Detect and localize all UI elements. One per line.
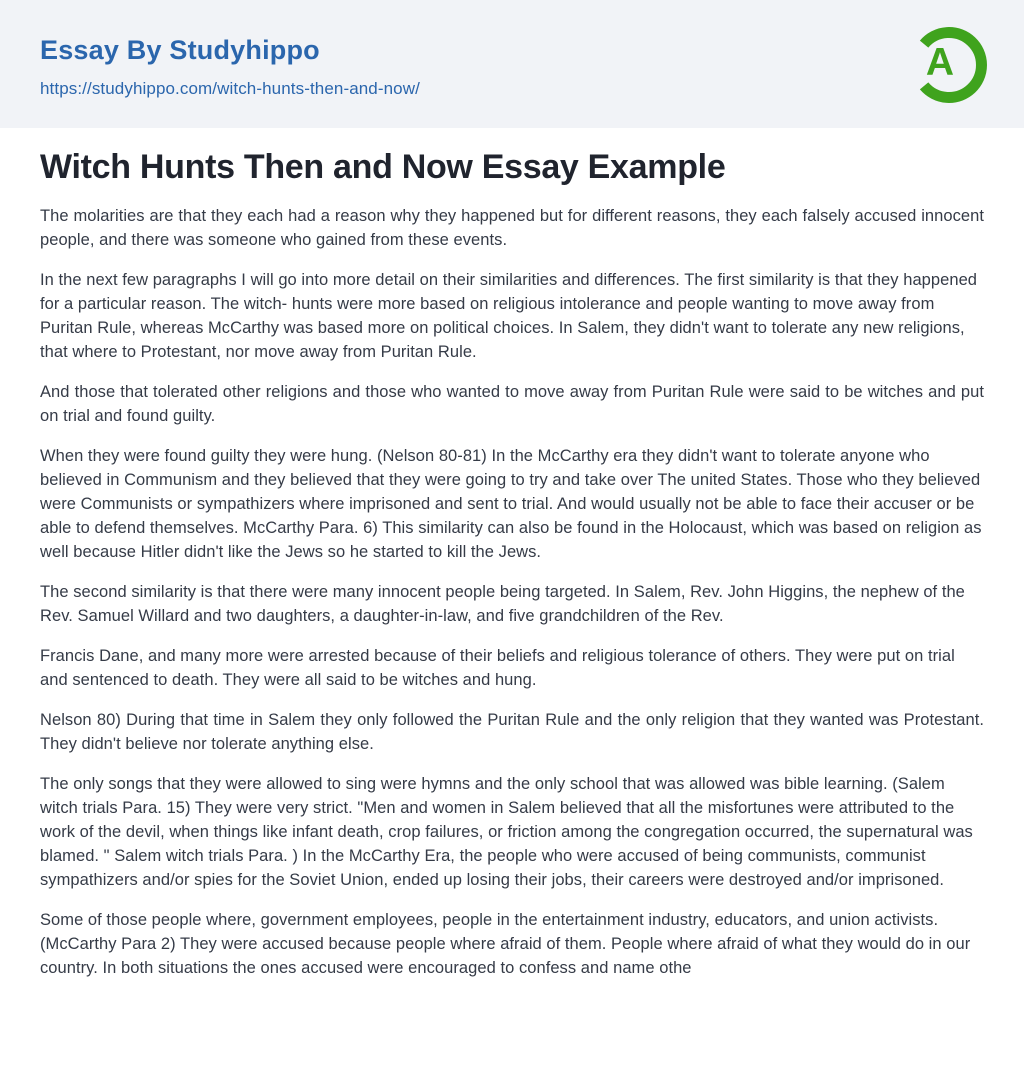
essay-paragraph: In the next few paragraphs I will go into more detail on their similarities and differences. The first similarity is that they happened for a particular reason. The witch- hunts were more based on religious intolerance and people wanting to move away from Puritan Rule, whereas McCarthy was based more on political choices. In Salem, they didn't want to tolerate any new religions, that where to Protestant, nor move away from Puritan Rule. (40, 270, 978, 361)
studyhippo-logo-icon (905, 18, 989, 112)
site-title: Essay By Studyhippo (40, 35, 320, 65)
essay-paragraph: Francis Dane, and many more were arrested because of their beliefs and religious tolerance of others. They were put on trial and sentenced to death. They were all said to be witches and hung. (40, 646, 955, 689)
essay-content (0, 128, 1024, 980)
essay-url-link[interactable]: https://studyhippo.com/witch-hunts-then-and-now/ (40, 78, 420, 98)
essay-paragraph: And those that tolerated other religions and those who wanted to move away from Puritan Rule were said to be witches and put on trial and found guilty. (40, 382, 984, 425)
essay-paragraph: Some of those people where, government employees, people in the entertainment industry, educators, and union activists. (McCarthy Para 2) They were accused because people where afraid of them. People where afraid of what they would do in our country. In both situations the ones accused were encouraged to confess and name othe (40, 910, 971, 977)
essay-paragraph: The second similarity is that there were many innocent people being targeted. In Salem, Rev. John Higgins, the nephew of the Rev. Samuel Willard and two daughters, a daughter-in-law, and five grandchildren of the Rev. (40, 582, 965, 625)
logo-letter: A (925, 41, 955, 84)
essay-paragraph: The only songs that they were allowed to sing were hymns and the only school that was allowed was bible learning. (Salem witch trials Para. 15) They were very strict. "Men and women in Salem believed that all the misfortunes were attributed to the work of the devil, when things like infant death, crop failures, or friction among the congregation occurred, the supernatural was blamed. " Salem witch trials Para. ) In the McCarthy Era, the people who were accused of being communists, communist sympathizers and/or spies for the Soviet Union, ended up losing their jobs, their careers were destroyed and/or imprisoned. (40, 774, 973, 889)
essay-paragraph: Nelson 80) During that time in Salem they only followed the Puritan Rule and the only religion that they wanted was Protestant. They didn't believe nor tolerate anything else. (40, 710, 984, 753)
essay-paragraph: The molarities are that they each had a reason why they happened but for different reasons, they each falsely accused innocent people, and there was someone who gained from these events. (40, 206, 984, 249)
essay-paragraph: When they were found guilty they were hung. (Nelson 80-81) In the McCarthy era they didn't want to tolerate anyone who believed in Communism and they believed that they were going to try and take over The united States. Those who they believed were Communists or sympathizers where imprisoned and sent to trial. And would usually not be able to face their accuser or be able to defend themselves. McCarthy Para. 6) This similarity can also be found in the Holocaust, which was based on religion as well because Hitler didn't like the Jews so he started to kill the Jews. (40, 446, 982, 561)
page-title: Witch Hunts Then and Now Essay Example (40, 148, 726, 186)
header (0, 0, 1024, 128)
